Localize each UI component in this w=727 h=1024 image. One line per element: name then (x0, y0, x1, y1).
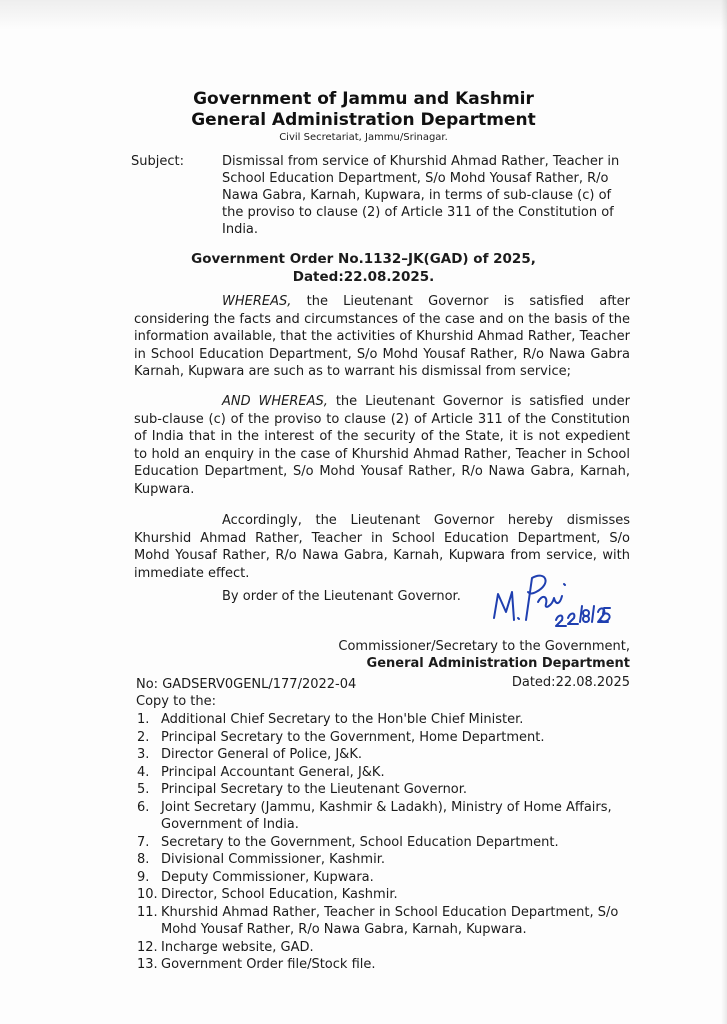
list-item-number: 5. (137, 782, 150, 797)
list-item-text: Principal Secretary to the Government, Home Department. (161, 729, 545, 745)
and-whereas-paragraph (134, 393, 630, 498)
signatory-role: Commissioner/Secretary to the Government, (338, 639, 630, 654)
reference-date: Dated:22.08.2025 (511, 675, 630, 690)
list-item-text: Secretary to the Government, School Education Department. (161, 834, 559, 850)
subject-text: Dismissal from service of Khurshid Ahmad Rather, Teacher in School Education Department, S/o Mohd Yousaf Rather, R/o Nawa Gabra, Karnah, Kupwara, in terms of sub-clause (c) of the proviso to clause (2) of Article 311 of the Constitution of India. (222, 154, 620, 237)
list-item (137, 711, 637, 729)
scan-shadow-right (721, 0, 727, 1024)
reference-number: No: GADSERV0GENL/177/2022-04 (136, 677, 357, 692)
order-date-title: Dated:22.08.2025. (292, 269, 435, 285)
whereas-text: the Lieutenant Governor is satisfied after considering the facts and circumstances of the case and on the basis of the information available, that the activities of Khurshid Ahmad Rather, Teacher in School Education Department, S/o Mohd Yousaf Rather, R/o Nawa Gabra Karnah, Kupwara are such as to warrant his dismissal from service; (134, 294, 630, 379)
whereas-paragraph (134, 293, 630, 381)
list-item-number: 12. (137, 939, 158, 955)
list-item-number: 3. (137, 747, 150, 762)
list-item-number: 10. (137, 887, 158, 902)
list-item (137, 764, 637, 782)
list-item-text: Principal Secretary to the Lieutenant Governor. (161, 782, 468, 797)
list-item-text: Divisional Commissioner, Kashmir. (161, 852, 385, 867)
secretariat-address: Civil Secretariat, Jammu/Srinagar. (279, 132, 448, 143)
subject-label: Subject: (131, 154, 184, 169)
scan-shadow-top (0, 0, 727, 30)
list-item-text: Joint Secretary (Jammu, Kashmir & Ladakh), Ministry of Home Affairs, Government of India. (161, 799, 612, 832)
signatory-department: General Administration Department (366, 656, 630, 671)
list-item (137, 729, 637, 747)
list-item-text: Director General of Police, J&K. (161, 747, 362, 762)
accordingly-paragraph: Accordingly, the Lieutenant Governor hereby dismisses Khurshid Ahmad Rather, Teacher in School Education Department, S/o Mohd Yousaf Rather, R/o Nawa Gabra, Karnah, Kupwara from service, with immediate effect. (134, 513, 630, 581)
list-item (137, 834, 637, 852)
list-item-text: Deputy Commissioner, Kupwara. (161, 869, 374, 885)
list-item-text: Principal Accountant General, J&K. (161, 764, 385, 780)
whereas-lead: WHEREAS, (222, 294, 292, 309)
and-whereas-lead: AND WHEREAS, (222, 394, 328, 409)
list-item-number: 4. (137, 764, 150, 780)
list-item-text: Government Order file/Stock file. (161, 957, 376, 972)
list-item-text: Additional Chief Secretary to the Hon'ble Chief Minister. (161, 712, 524, 727)
copy-to-label: Copy to the: (136, 694, 217, 709)
list-item (137, 781, 637, 799)
list-item-number: 11. (137, 904, 158, 920)
list-item-number: 7. (137, 834, 150, 850)
by-order-line: By order of the Lieutenant Governor. (222, 589, 461, 604)
list-item-number: 9. (137, 869, 150, 885)
list-item (137, 851, 637, 869)
and-whereas-text: the Lieutenant Governor is satisfied under sub-clause (c) of the proviso to clause (2) of Article 311 of the Constitution of India that in the interest of the security of the State, it is not expedient to hold an enquiry in the case of Khurshid Ahmad Rather, Teacher in School Education Department, S/o Mohd Yousaf Rather, R/o Nawa Gabra, Karnah, Kupwara. (134, 394, 630, 497)
copy-to-list (137, 711, 637, 974)
list-item (137, 886, 637, 904)
list-item (137, 956, 637, 974)
list-item-number: 6. (137, 799, 150, 815)
order-number-title: Government Order No.1132–JK(GAD) of 2025, (191, 251, 536, 267)
list-item-number: 8. (137, 852, 150, 867)
list-item (137, 939, 637, 957)
list-item-text: Incharge website, GAD. (161, 939, 314, 955)
handwritten-signature (486, 562, 616, 630)
list-item-text: Khurshid Ahmad Rather, Teacher in School Education Department, S/o Mohd Yousaf Rather, R/o Nawa Gabra, Karnah, Kupwara. (161, 904, 619, 937)
list-item-number: 2. (137, 729, 150, 745)
list-item (137, 904, 637, 939)
list-item (137, 746, 637, 764)
list-item (137, 869, 637, 887)
list-item-number: 13. (137, 957, 158, 972)
list-item (137, 799, 637, 834)
list-item-text: Director, School Education, Kashmir. (161, 887, 398, 902)
government-heading: Government of Jammu and Kashmir (193, 89, 534, 109)
list-item-number: 1. (137, 712, 150, 727)
department-heading: General Administration Department (191, 110, 536, 130)
